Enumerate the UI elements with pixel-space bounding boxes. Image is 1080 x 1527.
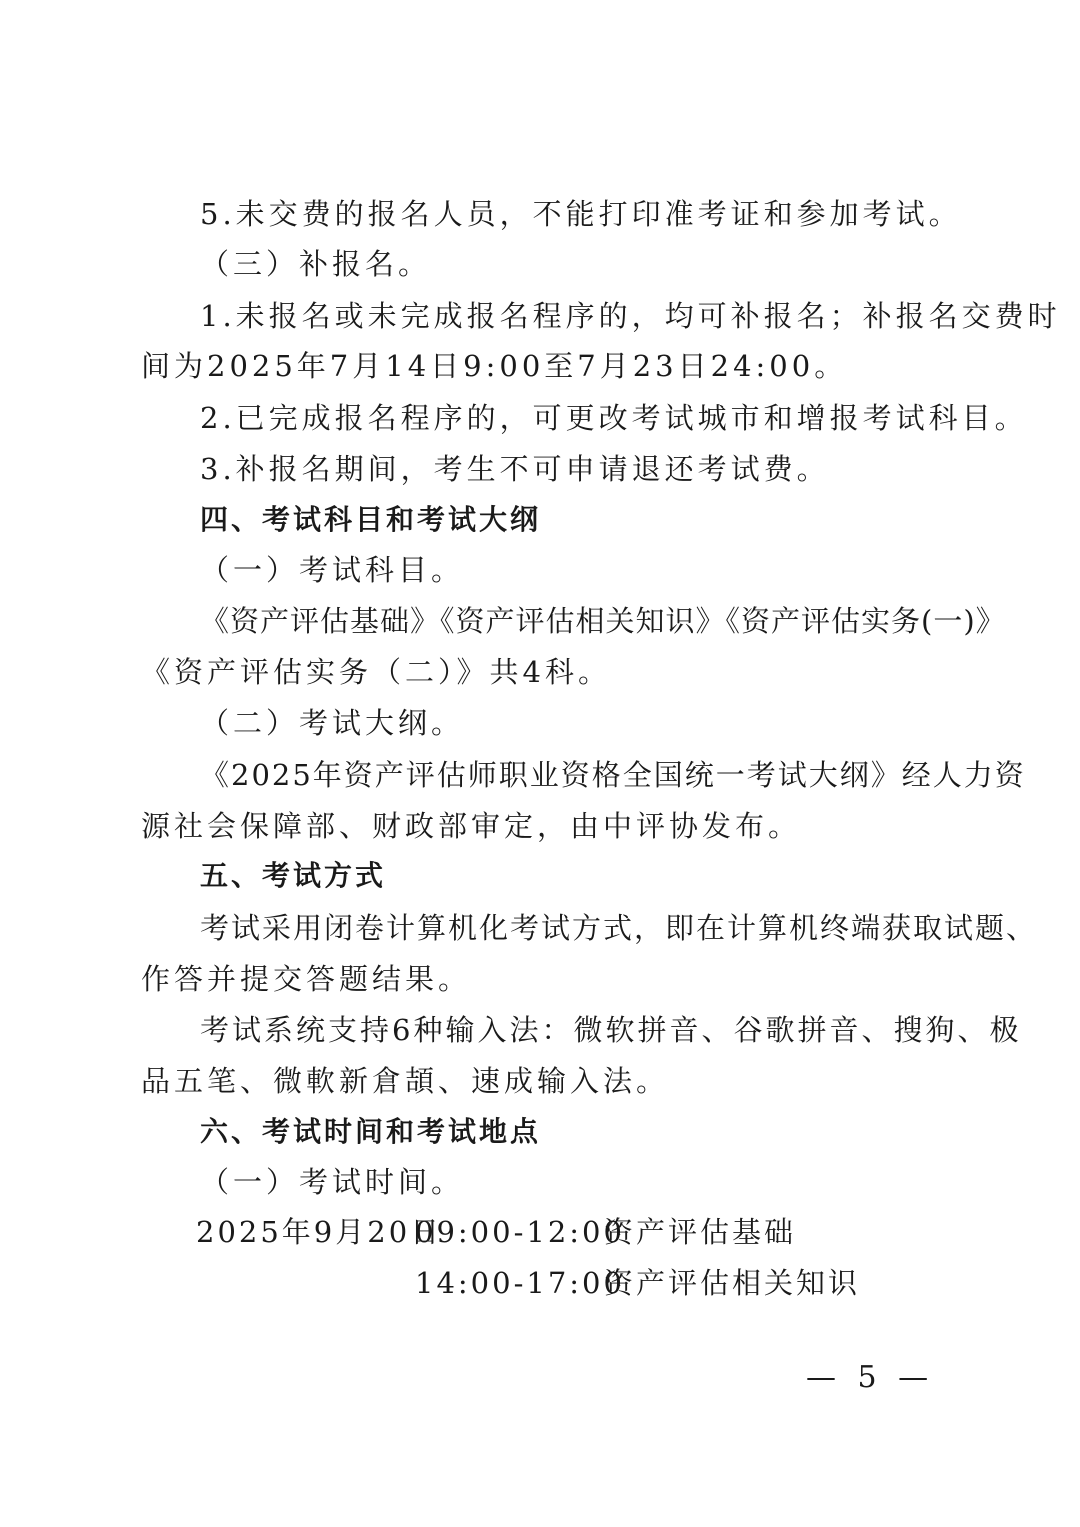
schedule-time: 09:00-12:00 — [415, 1215, 625, 1249]
schedule-subject: 资产评估基础 — [604, 1215, 797, 1249]
page-number: — 5 — — [806, 1360, 935, 1395]
subsection-heading: （一）考试科目。 — [200, 553, 465, 587]
schedule-date: 2025年9月20日 — [196, 1215, 443, 1249]
paragraph-line: 5.未交费的报名人员，不能打印准考证和参加考试。 — [200, 197, 962, 231]
paragraph-line: 3.补报名期间，考生不可申请退还考试费。 — [200, 452, 830, 486]
paragraph-line: 考试采用闭卷计算机化考试方式，即在计算机终端获取试题、 — [200, 911, 1038, 945]
section-heading: 六、考试时间和考试地点 — [200, 1115, 542, 1148]
paragraph-line: 品五笔、微軟新倉頡、速成输入法。 — [141, 1064, 670, 1098]
paragraph-line: 《2025年资产评估师职业资格全国统一考试大纲》经人力资 — [200, 758, 1026, 792]
paragraph-line: 考试系统支持6种输入法：微软拼音、谷歌拼音、搜狗、极 — [200, 1013, 1022, 1047]
paragraph-line: 《资产评估实务（二）》共4科。 — [141, 655, 611, 689]
subsection-heading: （一）考试时间。 — [200, 1165, 465, 1199]
paragraph-line: 间为2025年7月14日9:00至7月23日24:00。 — [141, 349, 848, 383]
section-heading: 五、考试方式 — [200, 859, 387, 892]
subsection-heading: （二）考试大纲。 — [200, 706, 465, 740]
subsection-heading: （三）补报名。 — [200, 247, 432, 281]
section-heading: 四、考试科目和考试大纲 — [200, 503, 542, 536]
paragraph-line: 1.未报名或未完成报名程序的，均可补报名；补报名交费时 — [200, 299, 1061, 333]
paragraph-line: 2.已完成报名程序的，可更改考试城市和增报考试科目。 — [200, 401, 1028, 435]
paragraph-line: 源社会保障部、财政部审定，由中评协发布。 — [141, 809, 802, 843]
schedule-subject: 资产评估相关知识 — [604, 1266, 861, 1300]
paragraph-line: 《资产评估基础》《资产评估相关知识》《资产评估实务(一)》 — [200, 604, 1006, 638]
paragraph-line: 作答并提交答题结果。 — [141, 962, 472, 996]
schedule-time: 14:00-17:00 — [415, 1266, 625, 1300]
